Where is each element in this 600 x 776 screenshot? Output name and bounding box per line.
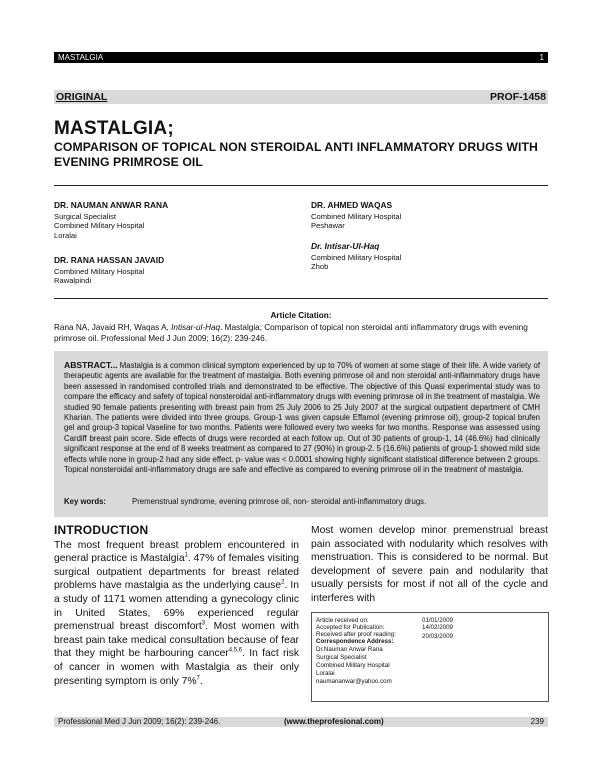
citation-text bbox=[54, 323, 548, 344]
text-run: . bbox=[199, 675, 203, 687]
footer-website: (www.theprofesional.com) bbox=[284, 717, 384, 726]
footer-page-number: 239 bbox=[530, 717, 544, 726]
author-affiliation: Combined Military Hospital bbox=[54, 266, 145, 276]
author-affiliation: Rawalpindi bbox=[54, 276, 92, 285]
text-run: . 47% of females visiting surgical outpatient departments for breast related problems have mastalgia as the underlying cause bbox=[54, 553, 299, 592]
author-affiliation: Combined Military Hospital bbox=[54, 221, 145, 230]
author-affiliation: Combined Military Hospital bbox=[311, 252, 402, 262]
article-title: MASTALGIA; bbox=[54, 118, 174, 139]
citation-part: Rana NA, Javaid RH, Waqas A, bbox=[54, 323, 172, 332]
accepted-label: Accepted for Publication: bbox=[316, 624, 385, 631]
introduction-text bbox=[54, 539, 299, 689]
right-column-text: Most women develop minor premenstrual breast pain associated with nodularity which resolves with menstruation. This is considered to be normal. But development of severe pain and nodularity that usually persists for most if not all of the cycle and interferes with bbox=[311, 525, 548, 604]
keywords-label: Key words: bbox=[64, 497, 107, 506]
correspondence-line: Dr.Nauman Anwar Rana bbox=[316, 646, 383, 653]
author-name: Dr. Intisar-Ul-Haq bbox=[311, 241, 380, 251]
correspondence-line: Surgical Specialist bbox=[316, 654, 367, 661]
text-run: The most frequent breast problem encountered in general practice is Mastalgia bbox=[54, 539, 299, 565]
correspondence-label: Correspondence Address: bbox=[316, 638, 394, 645]
abstract-body: Mastalgia is a common clinical symptom experienced by up to 70% of women at some stage of their life. A wide variety of therapeutic agents are available for the treatment of mastalgia. Both evening primrose oil and non steroidal anti-inflammatory drugs have been assessed in randomised controlled trials and demonstrated to be effective. The objective of this Quasi experimental study was to compare the efficacy and safety of topical nonsteroidal anti-inflammatory drugs with evening primrose oil in the treatment of mastalgia. We studied 90 female patients presenting with breast pain from 25 July 2006 to 25 July 2007 at the surgical outpatient department of CMH Kharian. The patients were divided into three groups. Group-1 was given capsule Effamol (evening primrose oil), group-2 topical brufen gel and group-3 topical Vaseline for two months. Patients were followed every two weeks for two months. Response was assessed using Cardiff breast pain score. Side effects of drugs were recorded at each follow up. Out of 30 patients of group-1, 14 (46.6%) had clinically significant response at the end of 8 weeks treatment as compared to 27 (90%) in group-2. 5 (16.6%) patients of group-1 showed mild side effects while none in group-2 had any side effect. p- value was < 0.0001 showing highly significant statistical difference between 2 groups. Topical nonsteroidal anti-inflammatory drugs are safe and effective as compared to evening primrose oil in the treatment of mastalgia. bbox=[64, 361, 540, 475]
section-heading: INTRODUCTION bbox=[54, 523, 149, 537]
proof-label: Received after proof reading: bbox=[316, 631, 396, 638]
citation-ref: 4,5,6 bbox=[228, 647, 243, 654]
text-run: . Most women with breast pain take medical consultation because of fear that they might be harbouring cancer bbox=[54, 621, 299, 660]
article-type-bar bbox=[54, 90, 548, 104]
citation-part-italic: Intisar-ul-Haq bbox=[171, 323, 221, 332]
introduction bbox=[54, 524, 299, 688]
citation-heading: Article Citation: bbox=[270, 311, 332, 320]
running-title: MASTALGIA bbox=[58, 53, 104, 62]
text-run: . In a study of 1171 women attending a gynecology clinic in United States, 69% experienced regular premenstrual breast discomfort bbox=[54, 580, 300, 633]
author-4 bbox=[311, 242, 401, 272]
abstract-box bbox=[54, 351, 548, 517]
citation-part: . Mastalgia; Comparison of topical non steroidal anti inflammatory drugs with evening primrose oil. Professional Med J Jun 2009; 16(2): 239-246. bbox=[54, 323, 528, 343]
article-subtitle: COMPARISON OF TOPICAL NON STEROIDAL ANTI INFLAMMATORY DRUGS WITH EVENING PRIMROSE OIL bbox=[54, 140, 538, 169]
citation-ref: 1 bbox=[184, 552, 188, 559]
author-affiliation: Surgical Specialist bbox=[54, 211, 117, 221]
author-name: DR. NAUMAN ANWAR RANA bbox=[54, 200, 169, 210]
citation-ref: 3 bbox=[201, 620, 206, 627]
divider bbox=[54, 298, 548, 299]
author-name: DR. RANA HASSAN JAVAID bbox=[54, 255, 165, 265]
author-affiliation: Combined Military Hospital bbox=[311, 211, 402, 221]
correspondence-line: Combined Military Hospital bbox=[316, 662, 390, 669]
footer-journal: Professional Med J Jun 2009; 16(2): 239-246. bbox=[58, 717, 221, 726]
author-affiliation: Zhob bbox=[311, 262, 329, 271]
correspondence-line: Loralai bbox=[316, 670, 335, 677]
citation-ref: 2 bbox=[281, 579, 285, 586]
author-affiliation: Loralai bbox=[54, 230, 77, 240]
accepted-date: 14/02/2009 bbox=[422, 624, 453, 631]
proof-date: 20/03/2009 bbox=[422, 633, 453, 640]
citation-ref: 7 bbox=[196, 675, 200, 682]
divider bbox=[54, 185, 548, 186]
author-3 bbox=[54, 256, 164, 286]
page-footer bbox=[54, 717, 548, 727]
keywords-text: Premenstrual syndrome, evening primrose oil, non- steroidal anti-inflammatory drugs. bbox=[132, 497, 427, 506]
article-type: ORIGINAL bbox=[56, 91, 108, 103]
author-2 bbox=[311, 201, 401, 231]
received-label: Article received on: bbox=[316, 617, 369, 624]
page-number-top: 1 bbox=[539, 53, 544, 62]
article-code: PROF-1458 bbox=[489, 91, 546, 103]
running-header bbox=[54, 52, 548, 63]
keywords bbox=[64, 497, 426, 506]
author-affiliation: Peshawar bbox=[311, 221, 345, 230]
abstract-text bbox=[64, 360, 540, 475]
abstract-label: ABSTRACT... bbox=[64, 360, 118, 370]
article-info-box bbox=[311, 612, 549, 702]
correspondence-email: naumananwar@yahoo.com bbox=[316, 678, 392, 685]
author-name: DR. AHMED WAQAS bbox=[311, 200, 393, 210]
author-1 bbox=[54, 201, 168, 240]
text-run: . In fact risk of cancer in women with Mastalgia as their only presenting symptom is only 7% bbox=[54, 648, 299, 687]
received-date: 01/01/2009 bbox=[422, 617, 453, 624]
